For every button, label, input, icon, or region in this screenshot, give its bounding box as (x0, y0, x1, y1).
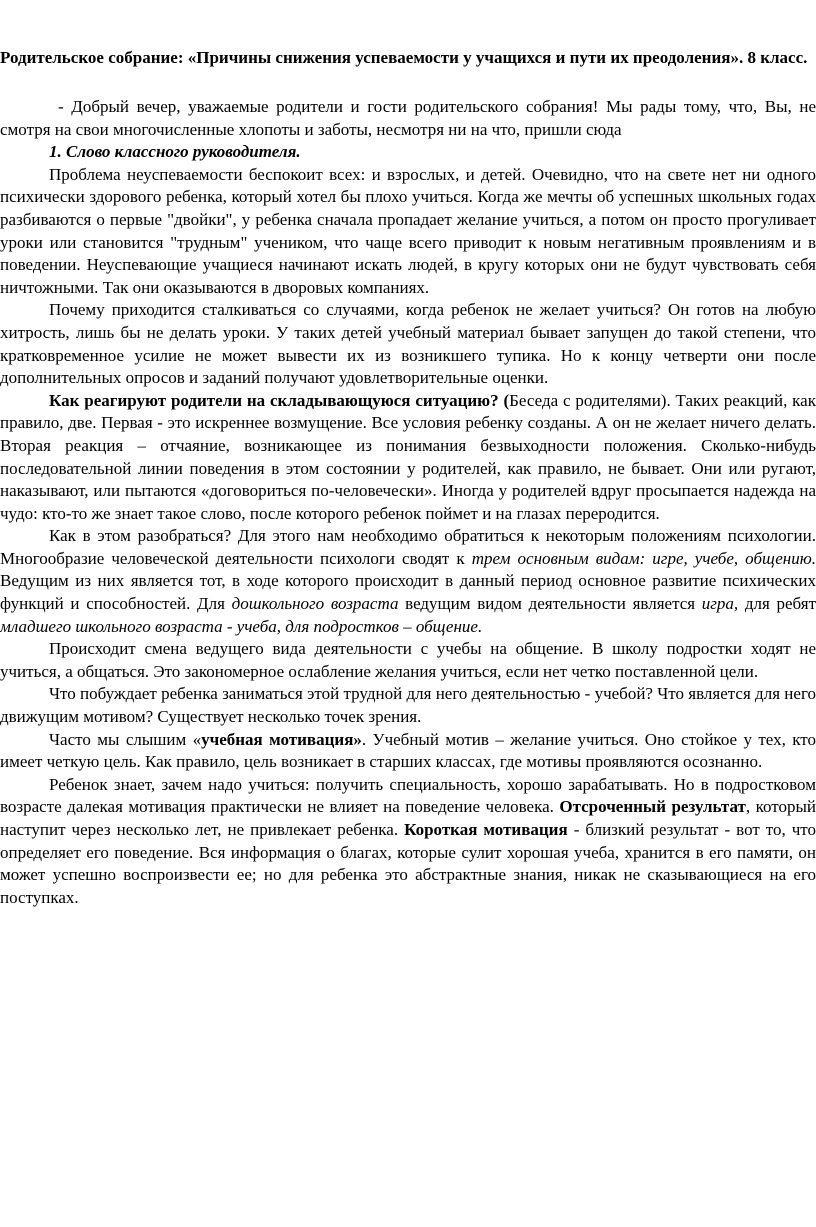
document-page (0, 42, 816, 909)
p8-text-c: , который наступит через несколько лет, не привлекает ребенка. (0, 797, 816, 839)
p4-text-b: Ведущим из них является тот, в ходе которого происходит в данный период основное развитие психических функций и способностей. Для (0, 571, 816, 614)
paragraph-3 (0, 390, 816, 526)
p7-text-c: . Учебный мотив – желание учиться. Оно стойкое у тех, кто имеет четкую цель. Как правило, цель возникает в старших классах, где мотивы проявляются осознанно. (0, 729, 816, 772)
paragraph-8 (0, 774, 816, 910)
p4-text-d: для ребят (738, 594, 816, 614)
p4-italic-types: трем основным видам: игре, учебе, общению. (471, 548, 816, 568)
greeting-paragraph: - Добрый вечер, уважаемые родители и гости родительского собрания! Мы рады тому, что, Вы, не смотря на свои многочисленные хлопоты и заботы, несмотря ни на что, пришли сюда (0, 97, 816, 139)
p8-text-e: - близкий результат - вот то, что определяет его поведение. Вся информация о благах, которые сулит хорошая учеба, хранится в его памяти, он может успешно воспроизвести ее; но для ребенка это абстрактные знания, никак не сказывающиеся на его поступках. (0, 820, 816, 907)
paragraph-2: Почему приходится сталкиваться со случаями, когда ребенок не желает учиться? Он готов на любую хитрость, лишь бы не делать уроки. У таких детей учебный материал бывает запущен до такой степени, что кратковременное усилие не может вывести их из возникшего тупика. Но к концу четверти они после дополнительных опросов и заданий получают удовлетворительные оценки. (0, 300, 816, 388)
paragraph-7 (0, 729, 816, 774)
parents-question: Как реагируют родители на складывающуюся ситуацию? ( (49, 390, 510, 410)
p7-text-a: Часто мы слышим « (49, 729, 202, 749)
p4-italic-junior: младшего школьного возраста (0, 616, 223, 636)
paragraph-5: Происходит смена ведущего вида деятельности с учебы на общение. В школу подростки ходят не учиться, а общаться. Это закономерное ослабление желания учиться, если нет четко поставленной цели. (0, 639, 816, 681)
paragraph-4 (0, 525, 816, 638)
p4-italic-preschool: дошкольного возраста (231, 594, 399, 614)
p4-italic-play: игра, (701, 594, 739, 614)
document-title: Родительское собрание: «Причины снижения успеваемости у учащихся и пути их преодоления». 8 класс. (0, 48, 808, 67)
paragraph-1: Проблема неуспеваемости беспокоит всех: и взрослых, и детей. Очевидно, что на свете нет ни одного психически здорового ребенка, который хотел бы плохо учиться. Когда же мечты об успешных школьных годах разбиваются о первые "двойки", у ребенка сначала пропадает желание учиться, а потом он просто прогуливает уроки или становится "трудным" учеником, что чаще всего приводит к новым негативным проявлениям и в поведении. Неуспевающие учащиеся начинают искать людей, в кругу которых они не будут чувствовать себя ничтожными. Так они оказываются в дворовых компаниях. (0, 164, 816, 297)
p4-text-e: - (222, 616, 237, 636)
p4-text-a: Как в этом разобраться? Для этого нам необходимо обратиться к некоторым положениям психологии. Многообразие человеческой деятельности психологи сводят к (0, 526, 816, 568)
p8-text-a: Ребенок знает, зачем надо учиться: получить специальность, хорошо зарабатывать. Но в подростковом возрасте далекая мотивация практически не влияет на поведение человека. (0, 774, 816, 817)
spacer (0, 74, 816, 96)
p7-bold-motivation: учебная мотивация» (201, 729, 362, 749)
p8-bold-short: Короткая мотивация (404, 820, 568, 839)
p4-text-c: ведущим видом деятельности является (398, 594, 702, 614)
section-heading: 1. Слово классного руководителя. (49, 142, 301, 162)
p8-bold-delayed: Отсроченный результат (559, 797, 746, 817)
paragraph-6: Что побуждает ребенка заниматься этой трудной для него деятельностью - учебой? Что является для него движущим мотивом? Существует несколько точек зрения. (0, 684, 816, 727)
paragraph-3-text: Беседа с родителями). Таких реакций, как правило, две. Первая - это искреннее возмущение. Все условия ребенку созданы. А он не желает ничего делать. Вторая реакция – отчаяние, возникающее из понимания безвыходности положения. Сколько-нибудь последовательной линии поведения в этом состоянии у родителей, как правило, не бывает. Они или ругают, наказывают, или пытаются «договориться по-человечески». Иногда у родителей вдруг просыпается надежда на чудо: кто-то же знает такое слово, после которого ребенок поймет и на глазах переродится. (0, 390, 816, 523)
p4-italic-study: учеба, для подростков – общение. (236, 616, 483, 636)
